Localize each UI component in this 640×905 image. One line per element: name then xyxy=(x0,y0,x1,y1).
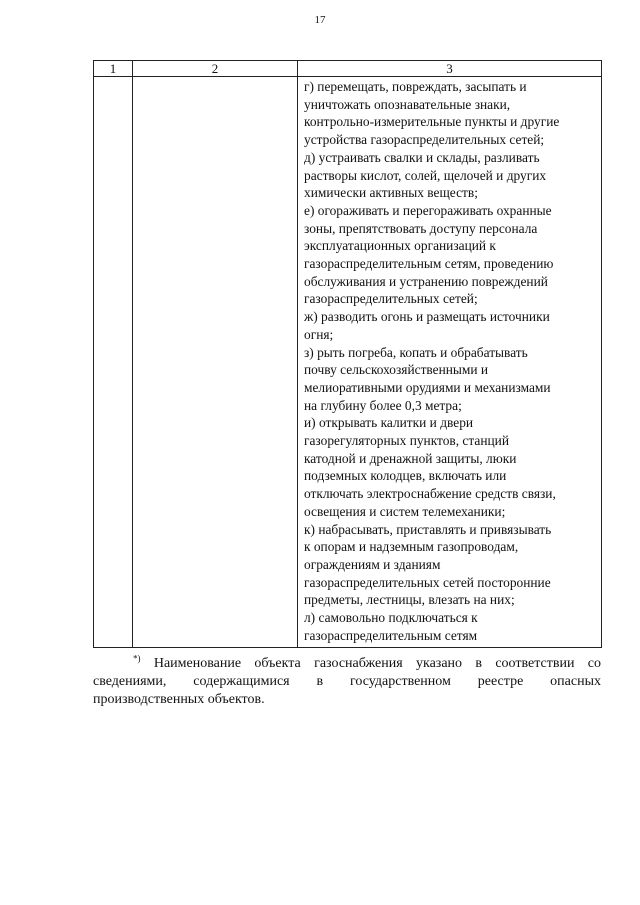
footnote-line xyxy=(93,655,601,673)
list-item: к опорам и надземным газопроводам, xyxy=(304,539,519,555)
list-item: газораспределительным сетям xyxy=(304,627,478,643)
list-item: эксплуатационных организаций к xyxy=(304,238,496,254)
list-item: огня; xyxy=(304,326,334,342)
column-header-2: 2 xyxy=(133,61,298,77)
prohibitions-list xyxy=(298,77,601,647)
list-item: химически активных веществ; xyxy=(304,185,478,201)
list-item: почву сельскохозяйственными и xyxy=(304,362,489,378)
list-item: контрольно-измерительные пункты и другие xyxy=(304,114,560,130)
requirements-table xyxy=(93,60,602,648)
list-item: г) перемещать, повреждать, засыпать и xyxy=(304,79,527,94)
list-item: ж) разводить огонь и размещать источники xyxy=(304,309,550,325)
list-item: д) устраивать свалки и склады, разливать xyxy=(304,149,540,165)
footnote-line: производственных объектов. xyxy=(93,692,265,707)
table-cell-col1 xyxy=(94,77,133,648)
footnote-marker: *) xyxy=(133,653,141,664)
list-item: к) набрасывать, приставлять и привязывать xyxy=(304,521,552,537)
list-item: газорегуляторных пунктов, станций xyxy=(304,433,510,449)
list-item: предметы, лестницы, влезать на них; xyxy=(304,592,515,608)
list-item: освещения и систем телемеханики; xyxy=(304,503,506,519)
list-item: з) рыть погреба, копать и обрабатывать xyxy=(304,344,528,360)
table-header-row xyxy=(94,61,602,77)
table-cell-col2 xyxy=(133,77,298,648)
footnote-line: сведениями, содержащимися в государственном реестре опасных xyxy=(93,674,601,689)
list-item: обслуживания и устранению повреждений xyxy=(304,273,548,289)
list-item: ограждениям и зданиям xyxy=(304,556,441,572)
list-item: уничтожать опознавательные знаки, xyxy=(304,96,511,112)
list-item: катодной и дренажной защиты, люки xyxy=(304,450,517,466)
table-row xyxy=(94,77,602,648)
list-item: газораспределительным сетям, проведению xyxy=(304,256,554,272)
footnote xyxy=(93,655,601,709)
list-item: на глубину более 0,3 метра; xyxy=(304,397,462,413)
list-item: газораспределительных сетей; xyxy=(304,291,478,307)
list-item: и) открывать калитки и двери xyxy=(304,415,474,431)
column-header-1: 1 xyxy=(94,61,133,77)
list-item: газораспределительных сетей посторонние xyxy=(304,574,551,590)
list-item: подземных колодцев, включать или xyxy=(304,468,507,484)
list-item: растворы кислот, солей, щелочей и других xyxy=(304,167,547,183)
page-number: 17 xyxy=(314,14,326,26)
footnote-text: Наименование объекта газоснабжения указано в соответствии со xyxy=(153,656,601,671)
table-cell-col3 xyxy=(298,77,602,648)
list-item: зоны, препятствовать доступу персонала xyxy=(304,220,538,236)
list-item: отключать электроснабжение средств связи, xyxy=(304,486,556,502)
column-header-3: 3 xyxy=(298,61,602,77)
list-item: мелиоративными орудиями и механизмами xyxy=(304,379,551,395)
list-item: е) огораживать и перегораживать охранные xyxy=(304,202,552,218)
list-item: устройства газораспределительных сетей; xyxy=(304,132,545,148)
list-item: л) самовольно подключаться к xyxy=(304,610,478,626)
